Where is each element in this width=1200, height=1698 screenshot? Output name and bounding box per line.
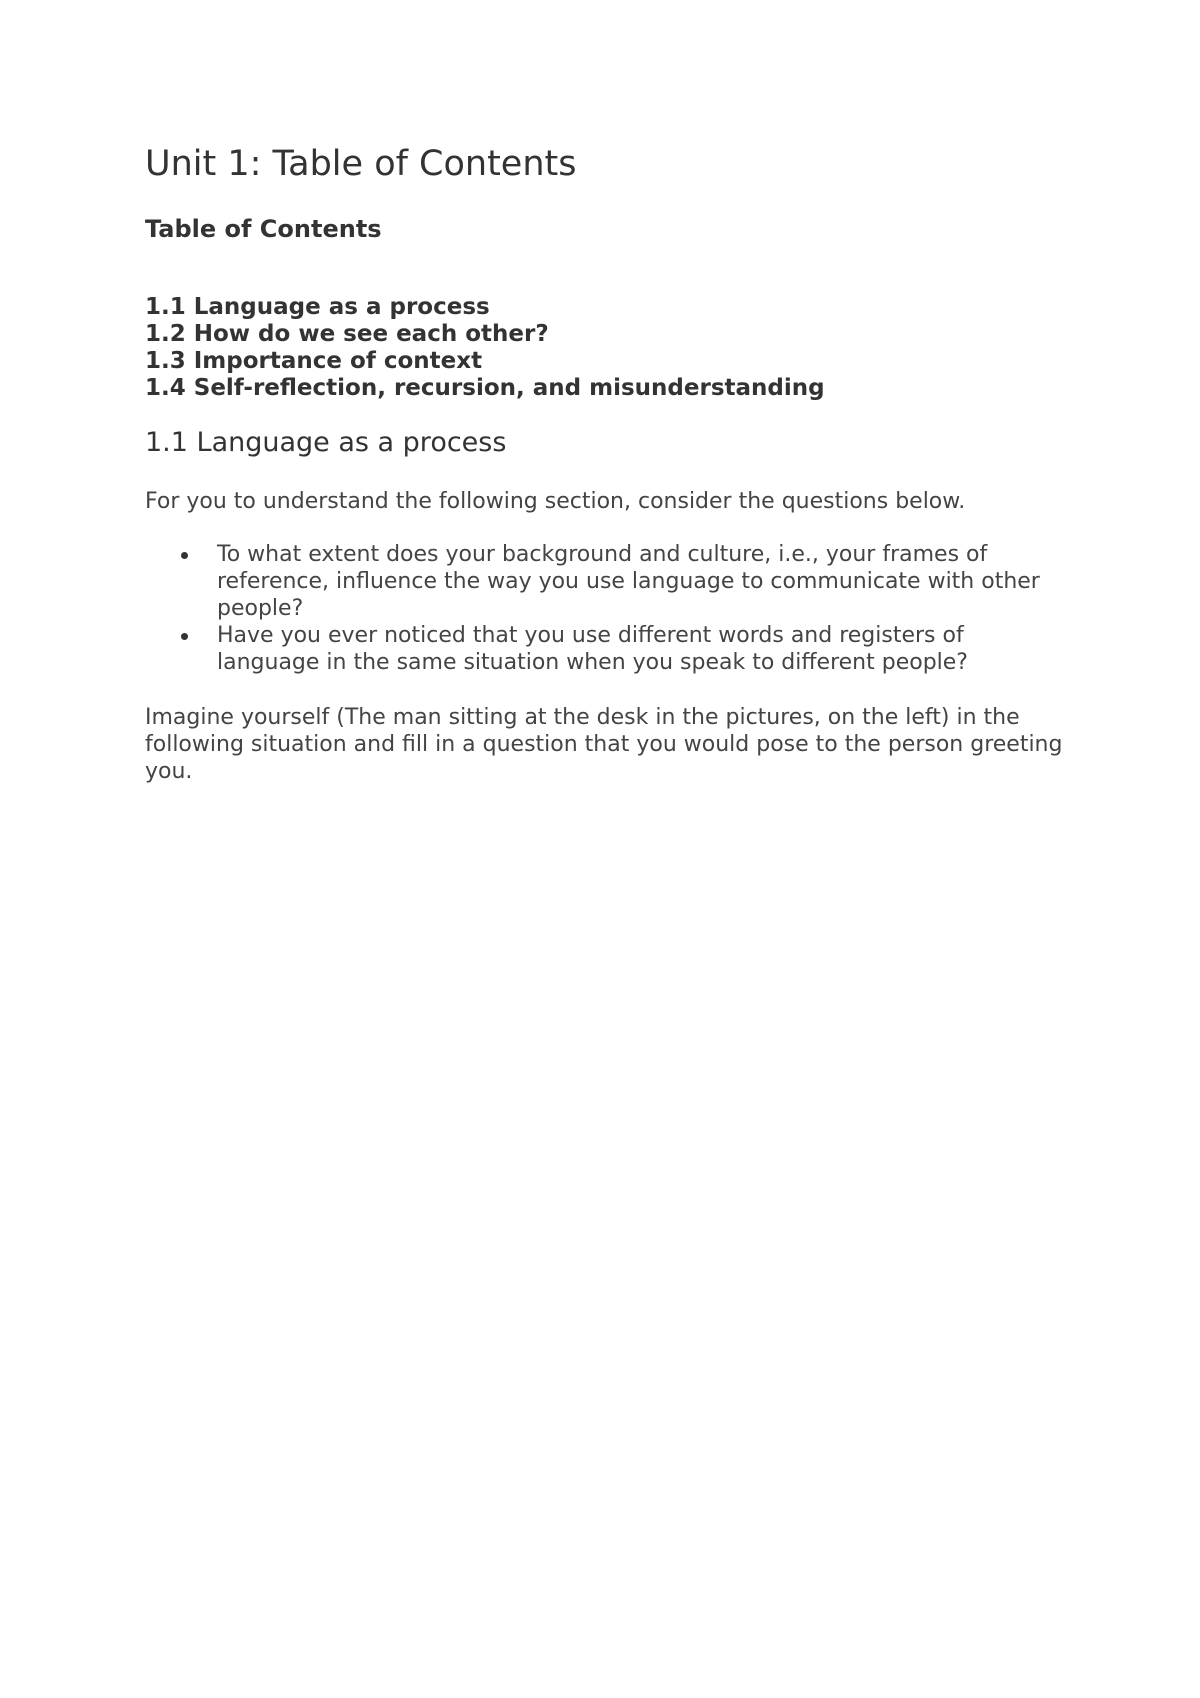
question-text: To what extent does your background and culture, i.e., your frames of reference, influence the way you use language to communicate with other people?: [217, 542, 1040, 621]
list-item: [217, 622, 1075, 676]
toc-item-1-4[interactable]: 1.4 Self-reflection, recursion, and misunderstanding: [145, 375, 825, 401]
question-text: Have you ever noticed that you use different words and registers of language in the same situation when you speak to different people?: [217, 623, 968, 675]
bullet-icon: [181, 633, 188, 640]
imagine-paragraph: Imagine yourself (The man sitting at the desk in the pictures, on the left) in the following situation and fill in a question that you would pose to the person greeting you.: [145, 705, 1063, 784]
page-title: Unit 1: Table of Contents: [145, 144, 577, 184]
list-item: [217, 541, 1075, 622]
toc-item-1-3[interactable]: 1.3 Importance of context: [145, 348, 483, 374]
bullet-icon: [181, 552, 188, 559]
toc-item-1-1[interactable]: 1.1 Language as a process: [145, 294, 490, 320]
section-intro: For you to understand the following section, consider the questions below.: [145, 489, 966, 514]
toc-heading: Table of Contents: [145, 215, 382, 243]
toc-item-1-2[interactable]: 1.2 How do we see each other?: [145, 321, 549, 347]
section-heading: 1.1 Language as a process: [145, 427, 507, 458]
document-page: [145, 140, 1075, 785]
toc-list: [145, 294, 1075, 402]
question-list: [145, 541, 1075, 676]
